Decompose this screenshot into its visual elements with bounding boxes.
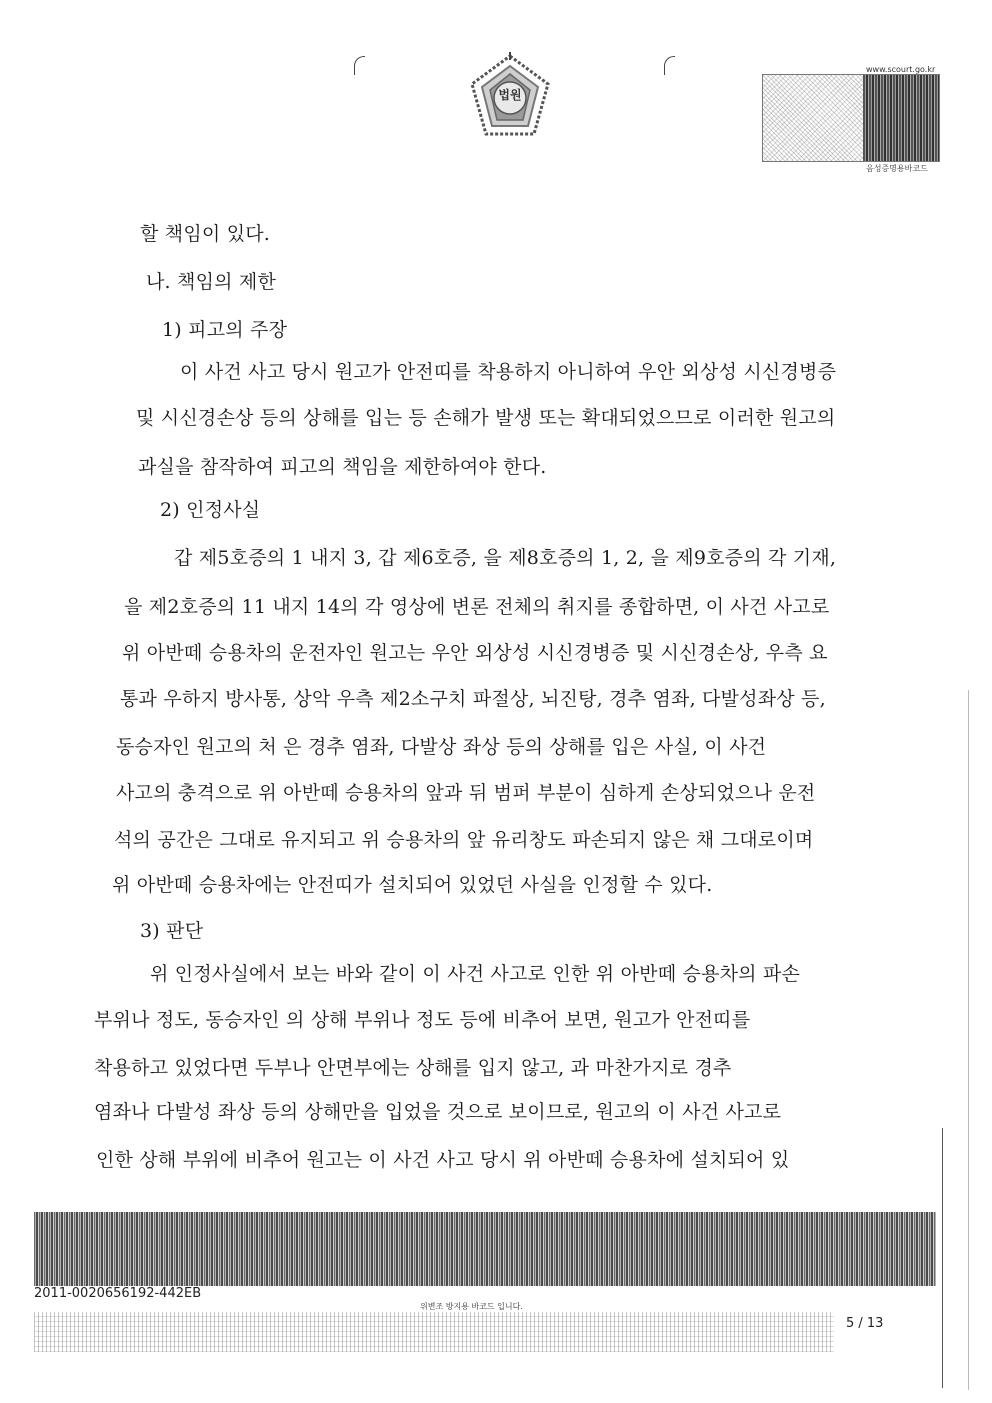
scan-noise bbox=[34, 1312, 834, 1352]
text-line: 착용하고 있었다면 두부나 안면부에는 상해를 입지 않고, 과 마찬가지로 경추 bbox=[94, 1057, 732, 1079]
emblem-label: 법원 bbox=[498, 88, 522, 102]
text-line: 갑 제5호증의 1 내지 3, 갑 제6호증, 을 제8호증의 1, 2, 을 제9호증의 각 기재, bbox=[174, 547, 837, 569]
text-line: 할 책임이 있다. bbox=[140, 223, 271, 245]
scan-edge bbox=[968, 690, 969, 1390]
barcode-caption: 음성증명용바코드 bbox=[866, 164, 928, 173]
text-line: 석의 공간은 그대로 유지되고 위 승용차의 앞 유리창도 파손되지 않은 채 그대로이며 bbox=[114, 829, 814, 851]
court-emblem bbox=[468, 52, 552, 144]
text-line: 염좌나 다발성 좌상 등의 상해만을 입었을 것으로 보이므로, 원고의 이 사건 사고로 bbox=[94, 1101, 782, 1123]
verification-barcode bbox=[762, 74, 940, 162]
margin-mark bbox=[354, 56, 365, 75]
text-line: 과실을 참작하여 피고의 책임을 제한하여야 한다. bbox=[138, 456, 547, 478]
text-line: 및 시신경손상 등의 상해를 입는 등 손해가 발생 또는 확대되었으므로 이러한 원고의 bbox=[136, 407, 836, 429]
barcode-note: 위변조 방지용 바코드 입니다. bbox=[420, 1302, 523, 1311]
scan-edge bbox=[942, 1128, 943, 1388]
page-number: 5 / 13 bbox=[846, 1316, 884, 1331]
subsection-heading: 3) 판단 bbox=[140, 920, 204, 942]
anti-forgery-barcode bbox=[34, 1212, 936, 1286]
text-line: 을 제2호증의 11 내지 14의 각 영상에 변론 전체의 취지를 종합하면, 이 사건 사고로 bbox=[124, 596, 830, 618]
text-line: 부위나 정도, 동승자인 의 상해 부위나 정도 등에 비추어 보면, 원고가 안전띠를 bbox=[94, 1009, 751, 1031]
text-line: 동승자인 원고의 처 은 경추 염좌, 다발상 좌상 등의 상해를 입은 사실, 이 사건 bbox=[116, 736, 767, 758]
margin-mark bbox=[664, 56, 675, 75]
text-line: 위 아반떼 승용차에는 안전띠가 설치되어 있었던 사실을 인정할 수 있다. bbox=[112, 874, 713, 896]
subsection-heading: 2) 인정사실 bbox=[160, 499, 261, 521]
text-line: 인한 상해 부위에 비추어 원고는 이 사건 사고 당시 위 아반떼 승용차에 설치되어 있 bbox=[96, 1149, 790, 1171]
text-line: 이 사건 사고 당시 원고가 안전띠를 착용하지 아니하여 우안 외상성 시신경병증 bbox=[180, 361, 837, 383]
text-line: 사고의 충격으로 위 아반떼 승용차의 앞과 뒤 범퍼 부분이 심하게 손상되었으나 운전 bbox=[116, 782, 816, 804]
site-url: www.scourt.go.kr bbox=[866, 65, 936, 74]
text-line: 통과 우하지 방사통, 상악 우측 제2소구치 파절상, 뇌진탕, 경추 염좌, 다발성좌상 등, bbox=[120, 688, 826, 710]
document-code: 2011-0020656192-442EB bbox=[34, 1286, 202, 1301]
section-heading: 나. 책임의 제한 bbox=[146, 271, 277, 293]
subsection-heading: 1) 피고의 주장 bbox=[162, 319, 288, 341]
text-line: 위 아반떼 승용차의 운전자인 원고는 우안 외상성 시신경병증 및 시신경손상, 우측 요 bbox=[122, 642, 828, 664]
text-line: 위 인정사실에서 보는 바와 같이 이 사건 사고로 인한 위 아반떼 승용차의 파손 bbox=[150, 963, 801, 985]
